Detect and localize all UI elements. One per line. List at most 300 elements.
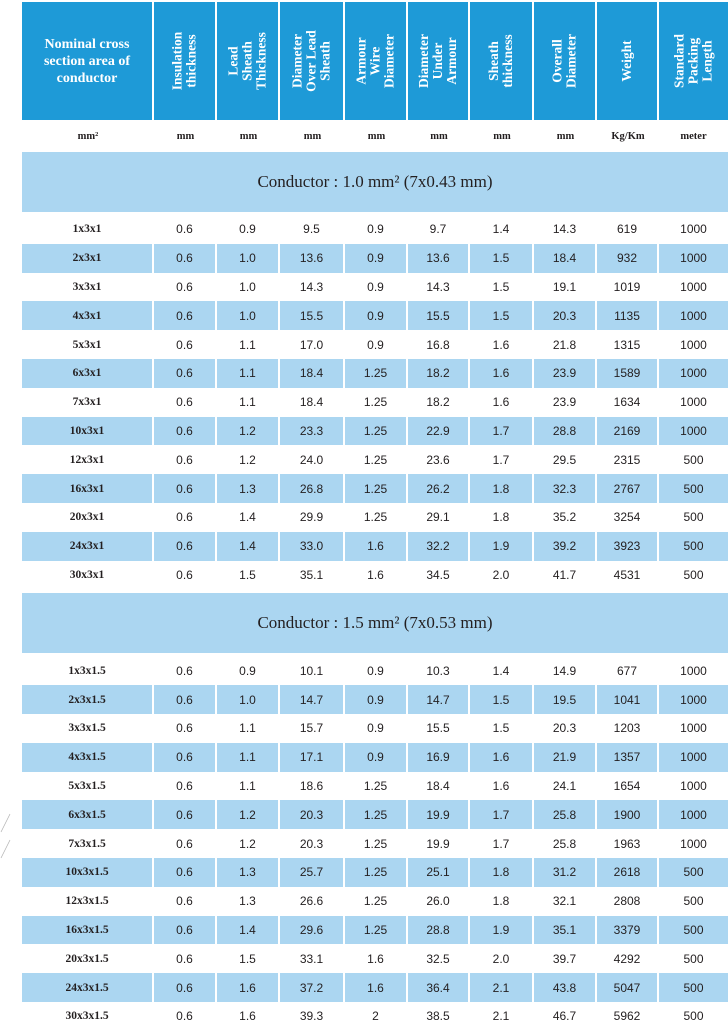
cable-size-cell: 6x3x1 bbox=[22, 359, 154, 388]
value-cell: 1.9 bbox=[470, 916, 534, 945]
value-cell: 1.25 bbox=[345, 503, 408, 532]
sections-container bbox=[22, 152, 728, 1024]
value-cell: 1.25 bbox=[345, 858, 408, 887]
value-cell: 17.1 bbox=[280, 743, 345, 772]
value-cell: 35.1 bbox=[280, 561, 345, 590]
cable-size-cell: 5x3x1 bbox=[22, 330, 154, 359]
value-cell: 619 bbox=[597, 215, 659, 244]
value-cell: 1000 bbox=[659, 417, 728, 446]
value-cell: 1000 bbox=[659, 800, 728, 829]
value-cell: 500 bbox=[659, 858, 728, 887]
value-cell: 39.3 bbox=[280, 1002, 345, 1024]
value-cell: 29.6 bbox=[280, 916, 345, 945]
value-cell: 1000 bbox=[659, 359, 728, 388]
value-cell: 1.0 bbox=[217, 301, 280, 330]
table-row bbox=[22, 215, 728, 244]
value-cell: 1.25 bbox=[345, 916, 408, 945]
value-cell: 0.6 bbox=[154, 944, 217, 973]
value-cell: 0.6 bbox=[154, 273, 217, 302]
value-cell: 17.0 bbox=[280, 330, 345, 359]
value-cell: 9.7 bbox=[408, 215, 470, 244]
value-cell: 0.6 bbox=[154, 772, 217, 801]
header-label: Weight bbox=[619, 40, 634, 82]
value-cell: 500 bbox=[683, 951, 704, 966]
value-cell: 32.5 bbox=[408, 944, 470, 973]
value-cell: 9.5 bbox=[280, 215, 345, 244]
value-cell: 29.5 bbox=[534, 445, 597, 474]
value-cell: 1000 bbox=[680, 663, 707, 678]
value-cell: 1000 bbox=[680, 222, 707, 237]
value-cell: 14.7 bbox=[280, 685, 345, 714]
header-label: Sheath thickness bbox=[486, 34, 515, 88]
value-cell: 32.1 bbox=[534, 887, 597, 916]
cable-size-cell: 16x3x1 bbox=[22, 474, 154, 503]
value-cell: 1.6 bbox=[345, 944, 408, 973]
value-cell: 1000 bbox=[680, 721, 707, 736]
value-cell: 1.5 bbox=[470, 301, 534, 330]
value-cell: 677 bbox=[597, 656, 659, 685]
value-cell: 1.6 bbox=[470, 388, 534, 417]
value-cell: 0.6 bbox=[154, 330, 217, 359]
value-cell: 1000 bbox=[680, 395, 707, 410]
value-cell: 0.9 bbox=[345, 244, 408, 273]
value-cell: 1.4 bbox=[217, 503, 280, 532]
value-cell: 0.6 bbox=[154, 887, 217, 916]
value-cell: 500 bbox=[683, 452, 704, 467]
value-cell: 0.6 bbox=[154, 474, 217, 503]
value-cell: 1.25 bbox=[345, 829, 408, 858]
value-cell: 28.8 bbox=[534, 417, 597, 446]
value-cell: 0.6 bbox=[154, 561, 217, 590]
value-cell: 14.9 bbox=[534, 656, 597, 685]
value-cell: 15.5 bbox=[408, 301, 470, 330]
value-cell: 500 bbox=[659, 973, 728, 1002]
value-cell: 1634 bbox=[597, 388, 659, 417]
cable-size-cell: 24x3x1.5 bbox=[22, 973, 154, 1002]
value-cell: 39.7 bbox=[534, 944, 597, 973]
value-cell: 1.25 bbox=[345, 359, 408, 388]
value-cell: 1.5 bbox=[470, 244, 534, 273]
cable-size-cell: 7x3x1 bbox=[22, 388, 154, 417]
value-cell: 33.0 bbox=[280, 532, 345, 561]
value-cell: 2315 bbox=[597, 445, 659, 474]
table-row bbox=[22, 301, 728, 330]
value-cell: 22.9 bbox=[408, 417, 470, 446]
value-cell: 1315 bbox=[597, 330, 659, 359]
value-cell: 18.4 bbox=[534, 244, 597, 273]
value-cell: 3379 bbox=[597, 916, 659, 945]
value-cell: 5047 bbox=[597, 973, 659, 1002]
table-row bbox=[22, 858, 728, 887]
cable-size-cell: 2x3x1.5 bbox=[22, 685, 154, 714]
value-cell: 1.3 bbox=[217, 887, 280, 916]
value-cell: 2169 bbox=[597, 417, 659, 446]
cable-size-cell: 2x3x1 bbox=[22, 244, 154, 273]
cable-size-cell: 7x3x1.5 bbox=[22, 829, 154, 858]
value-cell: 1203 bbox=[597, 714, 659, 743]
value-cell: 18.4 bbox=[280, 359, 345, 388]
header-weight bbox=[597, 2, 659, 120]
header-insulation-thickness bbox=[154, 2, 217, 120]
cable-size-cell: 20x3x1 bbox=[22, 503, 154, 532]
cable-size-cell: 30x3x1 bbox=[22, 561, 154, 590]
value-cell: 43.8 bbox=[534, 973, 597, 1002]
value-cell: 23.3 bbox=[280, 417, 345, 446]
value-cell: 16.9 bbox=[408, 743, 470, 772]
cable-size-cell: 4x3x1 bbox=[22, 301, 154, 330]
value-cell: 23.6 bbox=[408, 445, 470, 474]
table-row bbox=[22, 772, 728, 801]
cable-size-cell: 1x3x1 bbox=[22, 215, 154, 244]
value-cell: 2.0 bbox=[470, 561, 534, 590]
value-cell: 29.1 bbox=[408, 503, 470, 532]
value-cell: 21.9 bbox=[534, 743, 597, 772]
value-cell: 1589 bbox=[597, 359, 659, 388]
value-cell: 0.6 bbox=[154, 916, 217, 945]
value-cell: 19.9 bbox=[408, 829, 470, 858]
value-cell: 35.1 bbox=[534, 916, 597, 945]
value-cell: 1654 bbox=[597, 772, 659, 801]
value-cell: 0.6 bbox=[154, 388, 217, 417]
table-row bbox=[22, 743, 728, 772]
value-cell: 32.3 bbox=[534, 474, 597, 503]
header-diameter-over-lead-sheath bbox=[280, 2, 345, 120]
value-cell: 15.5 bbox=[280, 301, 345, 330]
table-row bbox=[22, 1002, 728, 1024]
section-title: Conductor : 1.0 mm² (7x0.43 mm) bbox=[22, 152, 728, 212]
value-cell: 1.7 bbox=[470, 445, 534, 474]
value-cell: 0.6 bbox=[154, 714, 217, 743]
value-cell: 1.5 bbox=[217, 561, 280, 590]
value-cell: 932 bbox=[597, 244, 659, 273]
value-cell: 37.2 bbox=[280, 973, 345, 1002]
value-cell: 500 bbox=[683, 510, 704, 525]
value-cell: 1000 bbox=[680, 279, 707, 294]
unit-cell: meter bbox=[680, 130, 707, 142]
table-row bbox=[22, 503, 728, 532]
value-cell: 14.3 bbox=[280, 273, 345, 302]
value-cell: 1.3 bbox=[217, 474, 280, 503]
table-row bbox=[22, 561, 728, 590]
header-diameter-under-armour bbox=[408, 2, 470, 120]
value-cell: 0.9 bbox=[345, 273, 408, 302]
value-cell: 1135 bbox=[597, 301, 659, 330]
value-cell: 1.9 bbox=[470, 532, 534, 561]
value-cell: 1.6 bbox=[470, 359, 534, 388]
value-cell: 1.25 bbox=[345, 772, 408, 801]
value-cell: 24.1 bbox=[534, 772, 597, 801]
value-cell: 20.3 bbox=[534, 714, 597, 743]
header-label: Lead Sheath Thickness bbox=[225, 32, 269, 90]
cable-size-cell: 16x3x1.5 bbox=[22, 916, 154, 945]
value-cell: 18.4 bbox=[408, 772, 470, 801]
value-cell: 1000 bbox=[680, 337, 707, 352]
value-cell: 2.1 bbox=[470, 1002, 534, 1024]
cable-size-cell: 5x3x1.5 bbox=[22, 772, 154, 801]
value-cell: 0.9 bbox=[345, 685, 408, 714]
value-cell: 0.6 bbox=[154, 858, 217, 887]
table-row bbox=[22, 973, 728, 1002]
value-cell: 1.1 bbox=[217, 330, 280, 359]
value-cell: 1.5 bbox=[217, 944, 280, 973]
value-cell: 1.1 bbox=[217, 772, 280, 801]
value-cell: 1.6 bbox=[470, 772, 534, 801]
value-cell: 25.1 bbox=[408, 858, 470, 887]
value-cell: 2.0 bbox=[470, 944, 534, 973]
value-cell: 0.6 bbox=[154, 445, 217, 474]
value-cell: 0.9 bbox=[345, 215, 408, 244]
value-cell: 1.7 bbox=[470, 800, 534, 829]
header-label: Overall Diameter bbox=[549, 34, 579, 88]
unit-cell: mm bbox=[430, 130, 448, 142]
value-cell: 1.5 bbox=[470, 714, 534, 743]
value-cell: 2767 bbox=[597, 474, 659, 503]
table-row bbox=[22, 800, 728, 829]
value-cell: 0.9 bbox=[345, 714, 408, 743]
value-cell: 41.7 bbox=[534, 561, 597, 590]
value-cell: 20.3 bbox=[280, 829, 345, 858]
value-cell: 1.2 bbox=[217, 417, 280, 446]
cable-size-cell: 20x3x1.5 bbox=[22, 944, 154, 973]
value-cell: 25.8 bbox=[534, 829, 597, 858]
value-cell: 1.25 bbox=[345, 388, 408, 417]
cable-size-cell: 12x3x1 bbox=[22, 445, 154, 474]
value-cell: 18.2 bbox=[408, 359, 470, 388]
unit-cell: mm bbox=[556, 130, 575, 142]
value-cell: 38.5 bbox=[408, 1002, 470, 1024]
value-cell: 1.6 bbox=[345, 561, 408, 590]
value-cell: 1000 bbox=[680, 778, 707, 793]
table-row bbox=[22, 273, 728, 302]
value-cell: 0.9 bbox=[345, 330, 408, 359]
table-row bbox=[22, 244, 728, 273]
value-cell: 13.6 bbox=[280, 244, 345, 273]
value-cell: 500 bbox=[683, 1009, 704, 1024]
value-cell: 5962 bbox=[597, 1002, 659, 1024]
table-row bbox=[22, 330, 728, 359]
value-cell: 1357 bbox=[597, 743, 659, 772]
value-cell: 1.6 bbox=[217, 1002, 280, 1024]
value-cell: 1.6 bbox=[470, 330, 534, 359]
unit-cell: mm bbox=[176, 130, 195, 142]
header-label: Diameter Under Armour bbox=[416, 34, 459, 88]
value-cell: 1.7 bbox=[470, 829, 534, 858]
table-row bbox=[22, 656, 728, 685]
value-cell: 1.3 bbox=[217, 858, 280, 887]
value-cell: 26.8 bbox=[280, 474, 345, 503]
value-cell: 1.6 bbox=[345, 532, 408, 561]
value-cell: 0.6 bbox=[154, 359, 217, 388]
value-cell: 1.5 bbox=[470, 685, 534, 714]
header-overall-diameter bbox=[534, 2, 597, 120]
cable-size-cell: 4x3x1.5 bbox=[22, 743, 154, 772]
value-cell: 34.5 bbox=[408, 561, 470, 590]
cable-spec-table bbox=[22, 2, 728, 1024]
value-cell: 19.5 bbox=[534, 685, 597, 714]
unit-cell: mm bbox=[303, 130, 322, 142]
value-cell: 26.2 bbox=[408, 474, 470, 503]
value-cell: 0.6 bbox=[154, 1002, 217, 1024]
value-cell: 0.6 bbox=[154, 685, 217, 714]
value-cell: 36.4 bbox=[408, 973, 470, 1002]
value-cell: 1000 bbox=[659, 685, 728, 714]
value-cell: 1900 bbox=[597, 800, 659, 829]
value-cell: 23.9 bbox=[534, 359, 597, 388]
value-cell: 21.8 bbox=[534, 330, 597, 359]
value-cell: 1963 bbox=[597, 829, 659, 858]
value-cell: 1.1 bbox=[217, 388, 280, 417]
value-cell: 26.6 bbox=[280, 887, 345, 916]
value-cell: 29.9 bbox=[280, 503, 345, 532]
value-cell: 1.6 bbox=[470, 743, 534, 772]
value-cell: 2 bbox=[345, 1002, 408, 1024]
value-cell: 23.9 bbox=[534, 388, 597, 417]
value-cell: 1000 bbox=[680, 836, 707, 851]
value-cell: 0.6 bbox=[154, 532, 217, 561]
table-row bbox=[22, 887, 728, 916]
value-cell: 1.1 bbox=[217, 743, 280, 772]
value-cell: 1.4 bbox=[470, 656, 534, 685]
value-cell: 33.1 bbox=[280, 944, 345, 973]
units-row bbox=[22, 120, 728, 152]
value-cell: 1019 bbox=[597, 273, 659, 302]
value-cell: 0.6 bbox=[154, 800, 217, 829]
value-cell: 13.6 bbox=[408, 244, 470, 273]
value-cell: 1.25 bbox=[345, 887, 408, 916]
value-cell: 0.6 bbox=[154, 244, 217, 273]
table-row bbox=[22, 359, 728, 388]
value-cell: 14.7 bbox=[408, 685, 470, 714]
value-cell: 35.2 bbox=[534, 503, 597, 532]
value-cell: 18.6 bbox=[280, 772, 345, 801]
cable-size-cell: 6x3x1.5 bbox=[22, 800, 154, 829]
table-row bbox=[22, 532, 728, 561]
section-title: Conductor : 1.5 mm² (7x0.53 mm) bbox=[22, 593, 728, 653]
unit-cell: mm² bbox=[77, 130, 99, 142]
value-cell: 1.4 bbox=[217, 532, 280, 561]
value-cell: 1.8 bbox=[470, 858, 534, 887]
table-row bbox=[22, 445, 728, 474]
value-cell: 3254 bbox=[597, 503, 659, 532]
value-cell: 28.8 bbox=[408, 916, 470, 945]
value-cell: 1.2 bbox=[217, 800, 280, 829]
cable-size-cell: 3x3x1.5 bbox=[22, 714, 154, 743]
value-cell: 25.7 bbox=[280, 858, 345, 887]
table-header-row bbox=[22, 2, 728, 120]
value-cell: 0.9 bbox=[345, 301, 408, 330]
table-row bbox=[22, 916, 728, 945]
header-lead-sheath-thickness bbox=[217, 2, 280, 120]
value-cell: 1000 bbox=[659, 244, 728, 273]
value-cell: 2808 bbox=[597, 887, 659, 916]
value-cell: 0.9 bbox=[217, 215, 280, 244]
value-cell: 0.6 bbox=[154, 301, 217, 330]
value-cell: 0.6 bbox=[154, 829, 217, 858]
header-label: Insulation thickness bbox=[169, 31, 199, 91]
value-cell: 1.2 bbox=[217, 829, 280, 858]
value-cell: 25.8 bbox=[534, 800, 597, 829]
cable-size-cell: 10x3x1.5 bbox=[22, 858, 154, 887]
value-cell: 18.4 bbox=[280, 388, 345, 417]
unit-cell: mm bbox=[367, 130, 386, 142]
cable-size-cell: 24x3x1 bbox=[22, 532, 154, 561]
value-cell: 0.9 bbox=[217, 656, 280, 685]
value-cell: 20.3 bbox=[280, 800, 345, 829]
value-cell: 1.2 bbox=[217, 445, 280, 474]
value-cell: 0.6 bbox=[154, 503, 217, 532]
cable-size-cell: 3x3x1 bbox=[22, 273, 154, 302]
value-cell: 1.6 bbox=[217, 973, 280, 1002]
value-cell: 500 bbox=[659, 474, 728, 503]
value-cell: 0.6 bbox=[154, 743, 217, 772]
value-cell: 0.9 bbox=[345, 743, 408, 772]
value-cell: 18.2 bbox=[408, 388, 470, 417]
value-cell: 500 bbox=[683, 567, 704, 582]
unit-cell: Kg/Km bbox=[611, 130, 645, 142]
value-cell: 19.9 bbox=[408, 800, 470, 829]
table-row bbox=[22, 829, 728, 858]
value-cell: 1041 bbox=[597, 685, 659, 714]
value-cell: 16.8 bbox=[408, 330, 470, 359]
value-cell: 500 bbox=[659, 532, 728, 561]
value-cell: 46.7 bbox=[534, 1002, 597, 1024]
table-row bbox=[22, 944, 728, 973]
table-row bbox=[22, 685, 728, 714]
value-cell: 10.1 bbox=[280, 656, 345, 685]
value-cell: 1.25 bbox=[345, 474, 408, 503]
value-cell: 1.8 bbox=[470, 503, 534, 532]
value-cell: 0.6 bbox=[154, 656, 217, 685]
value-cell: 39.2 bbox=[534, 532, 597, 561]
value-cell: 1.1 bbox=[217, 359, 280, 388]
header-armour-wire-diameter bbox=[345, 2, 408, 120]
value-cell: 0.6 bbox=[154, 417, 217, 446]
table-row bbox=[22, 388, 728, 417]
header-label: Standard Packing Length bbox=[671, 33, 715, 89]
value-cell: 32.2 bbox=[408, 532, 470, 561]
value-cell: 15.5 bbox=[408, 714, 470, 743]
cable-size-cell: 12x3x1.5 bbox=[22, 887, 154, 916]
cable-size-cell: 10x3x1 bbox=[22, 417, 154, 446]
value-cell: 1.25 bbox=[345, 417, 408, 446]
cable-size-cell: 1x3x1.5 bbox=[22, 656, 154, 685]
value-cell: 1.0 bbox=[217, 685, 280, 714]
value-cell: 1.8 bbox=[470, 887, 534, 916]
value-cell: 10.3 bbox=[408, 656, 470, 685]
value-cell: 500 bbox=[683, 894, 704, 909]
value-cell: 500 bbox=[659, 916, 728, 945]
unit-cell: mm bbox=[239, 130, 258, 142]
value-cell: 20.3 bbox=[534, 301, 597, 330]
value-cell: 1.8 bbox=[470, 474, 534, 503]
header-nominal-cross-section: Nominal cross section area of conductor bbox=[22, 2, 154, 120]
value-cell: 1.6 bbox=[345, 973, 408, 1002]
value-cell: 1.1 bbox=[217, 714, 280, 743]
value-cell: 19.1 bbox=[534, 273, 597, 302]
value-cell: 15.7 bbox=[280, 714, 345, 743]
value-cell: 3923 bbox=[597, 532, 659, 561]
value-cell: 1.0 bbox=[217, 273, 280, 302]
value-cell: 2.1 bbox=[470, 973, 534, 1002]
value-cell: 1000 bbox=[659, 301, 728, 330]
value-cell: 4292 bbox=[597, 944, 659, 973]
value-cell: 1.7 bbox=[470, 417, 534, 446]
value-cell: 0.6 bbox=[154, 973, 217, 1002]
value-cell: 24.0 bbox=[280, 445, 345, 474]
value-cell: 1.0 bbox=[217, 244, 280, 273]
value-cell: 1.4 bbox=[217, 916, 280, 945]
value-cell: 31.2 bbox=[534, 858, 597, 887]
